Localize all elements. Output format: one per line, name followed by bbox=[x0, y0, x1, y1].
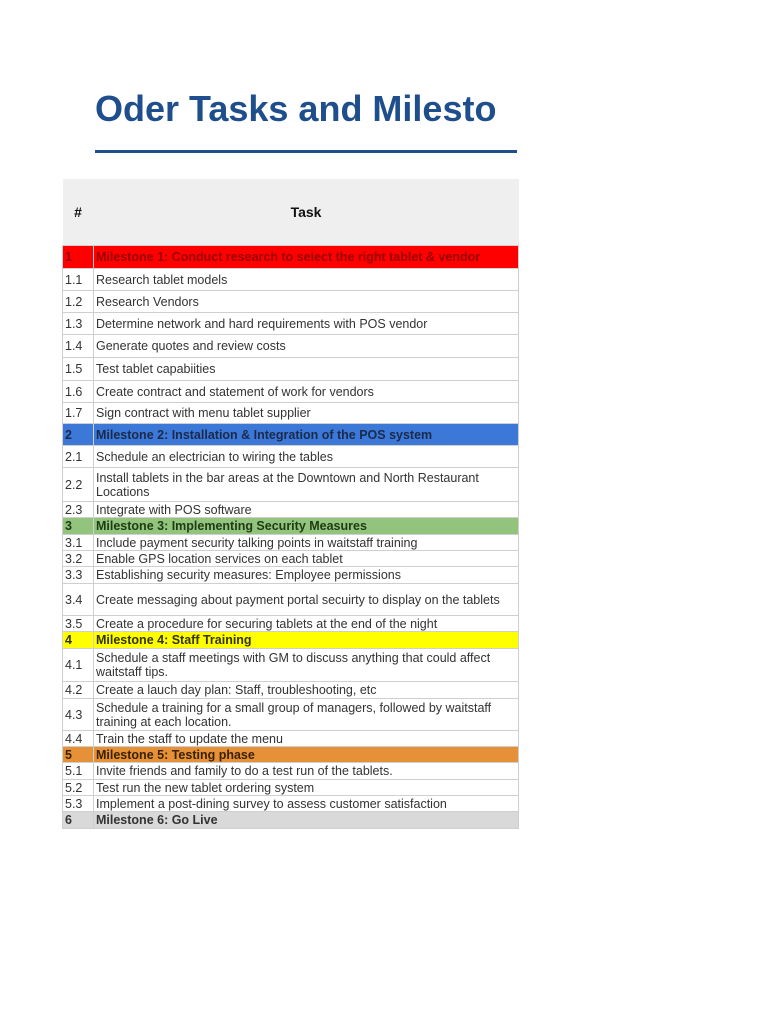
task-num: 4.1 bbox=[63, 649, 94, 682]
page-title: Oder Tasks and Milesto bbox=[95, 88, 497, 129]
task-num: 5.3 bbox=[63, 796, 94, 812]
task-text: Determine network and hard requirements with POS vendor bbox=[94, 313, 519, 335]
milestone-num: 4 bbox=[63, 632, 94, 649]
task-num: 1.1 bbox=[63, 269, 94, 291]
task-text: Create messaging about payment portal secuirty to display on the tablets bbox=[94, 584, 519, 616]
task-row bbox=[63, 682, 519, 699]
milestone-row bbox=[63, 632, 519, 649]
header-task: Task bbox=[94, 179, 519, 246]
milestone-row bbox=[63, 518, 519, 535]
milestone-row bbox=[63, 246, 519, 269]
task-num: 4.3 bbox=[63, 699, 94, 731]
task-num: 3.2 bbox=[63, 551, 94, 567]
milestone-label: Milestone 6: Go Live bbox=[94, 812, 519, 829]
task-num: 5.1 bbox=[63, 763, 94, 780]
task-num: 3.3 bbox=[63, 567, 94, 584]
task-num: 1.6 bbox=[63, 381, 94, 403]
task-num: 2.2 bbox=[63, 468, 94, 502]
milestone-row bbox=[63, 812, 519, 829]
task-row bbox=[63, 335, 519, 358]
milestone-label: Milestone 4: Staff Training bbox=[94, 632, 519, 649]
task-num: 1.3 bbox=[63, 313, 94, 335]
task-text: Schedule a training for a small group of managers, followed by waitstaff training at each location. bbox=[94, 699, 519, 731]
task-num: 5.2 bbox=[63, 780, 94, 796]
task-num: 1.4 bbox=[63, 335, 94, 358]
milestone-label: Milestone 3: Implementing Security Measures bbox=[94, 518, 519, 535]
task-row bbox=[63, 780, 519, 796]
task-num: 3.1 bbox=[63, 535, 94, 551]
task-row bbox=[63, 446, 519, 468]
task-row bbox=[63, 403, 519, 424]
task-text: Install tablets in the bar areas at the Downtown and North Restaurant Locations bbox=[94, 468, 519, 502]
task-text: Create a procedure for securing tablets at the end of the night bbox=[94, 616, 519, 632]
task-text: Schedule an electrician to wiring the tables bbox=[94, 446, 519, 468]
task-num: 2.1 bbox=[63, 446, 94, 468]
task-row bbox=[63, 468, 519, 502]
milestone-label: Milestone 5: Testing phase bbox=[94, 747, 519, 763]
task-num: 1.7 bbox=[63, 403, 94, 424]
task-num: 1.2 bbox=[63, 291, 94, 313]
task-num: 1.5 bbox=[63, 358, 94, 381]
task-row bbox=[63, 584, 519, 616]
task-text: Schedule a staff meetings with GM to discuss anything that could affect waitstaff tips. bbox=[94, 649, 519, 682]
task-num: 2.3 bbox=[63, 502, 94, 518]
task-row bbox=[63, 699, 519, 731]
task-text: Create a lauch day plan: Staff, troubleshooting, etc bbox=[94, 682, 519, 699]
task-text: Establishing security measures: Employee permissions bbox=[94, 567, 519, 584]
header-num: # bbox=[63, 179, 94, 246]
task-text: Research Vendors bbox=[94, 291, 519, 313]
task-text: Include payment security talking points in waitstaff training bbox=[94, 535, 519, 551]
task-row bbox=[63, 551, 519, 567]
task-text: Implement a post-dining survey to assess customer satisfaction bbox=[94, 796, 519, 812]
task-row bbox=[63, 313, 519, 335]
milestone-label: Milestone 1: Conduct research to select the right tablet & vendor bbox=[94, 246, 519, 269]
milestone-label: Milestone 2: Installation & Integration of the POS system bbox=[94, 424, 519, 446]
task-text: Invite friends and family to do a test run of the tablets. bbox=[94, 763, 519, 780]
task-text: Train the staff to update the menu bbox=[94, 731, 519, 747]
task-row bbox=[63, 291, 519, 313]
task-text: Research tablet models bbox=[94, 269, 519, 291]
milestone-num: 1 bbox=[63, 246, 94, 269]
milestone-row bbox=[63, 424, 519, 446]
task-text: Sign contract with menu tablet supplier bbox=[94, 403, 519, 424]
task-row bbox=[63, 381, 519, 403]
milestone-row bbox=[63, 747, 519, 763]
task-num: 4.4 bbox=[63, 731, 94, 747]
milestone-num: 2 bbox=[63, 424, 94, 446]
table-header-row bbox=[63, 179, 519, 246]
task-row bbox=[63, 616, 519, 632]
task-num: 4.2 bbox=[63, 682, 94, 699]
task-row bbox=[63, 731, 519, 747]
task-table bbox=[62, 179, 519, 829]
task-row bbox=[63, 763, 519, 780]
task-text: Test run the new tablet ordering system bbox=[94, 780, 519, 796]
task-row bbox=[63, 269, 519, 291]
task-text: Enable GPS location services on each tablet bbox=[94, 551, 519, 567]
task-row bbox=[63, 649, 519, 682]
task-row bbox=[63, 535, 519, 551]
milestone-num: 3 bbox=[63, 518, 94, 535]
milestone-num: 5 bbox=[63, 747, 94, 763]
task-row bbox=[63, 796, 519, 812]
task-row bbox=[63, 567, 519, 584]
task-text: Create contract and statement of work for vendors bbox=[94, 381, 519, 403]
milestone-num: 6 bbox=[63, 812, 94, 829]
task-text: Test tablet capabiities bbox=[94, 358, 519, 381]
task-text: Generate quotes and review costs bbox=[94, 335, 519, 358]
task-text: Integrate with POS software bbox=[94, 502, 519, 518]
task-num: 3.5 bbox=[63, 616, 94, 632]
task-num: 3.4 bbox=[63, 584, 94, 616]
task-row bbox=[63, 502, 519, 518]
task-row bbox=[63, 358, 519, 381]
title-underline bbox=[95, 150, 517, 153]
